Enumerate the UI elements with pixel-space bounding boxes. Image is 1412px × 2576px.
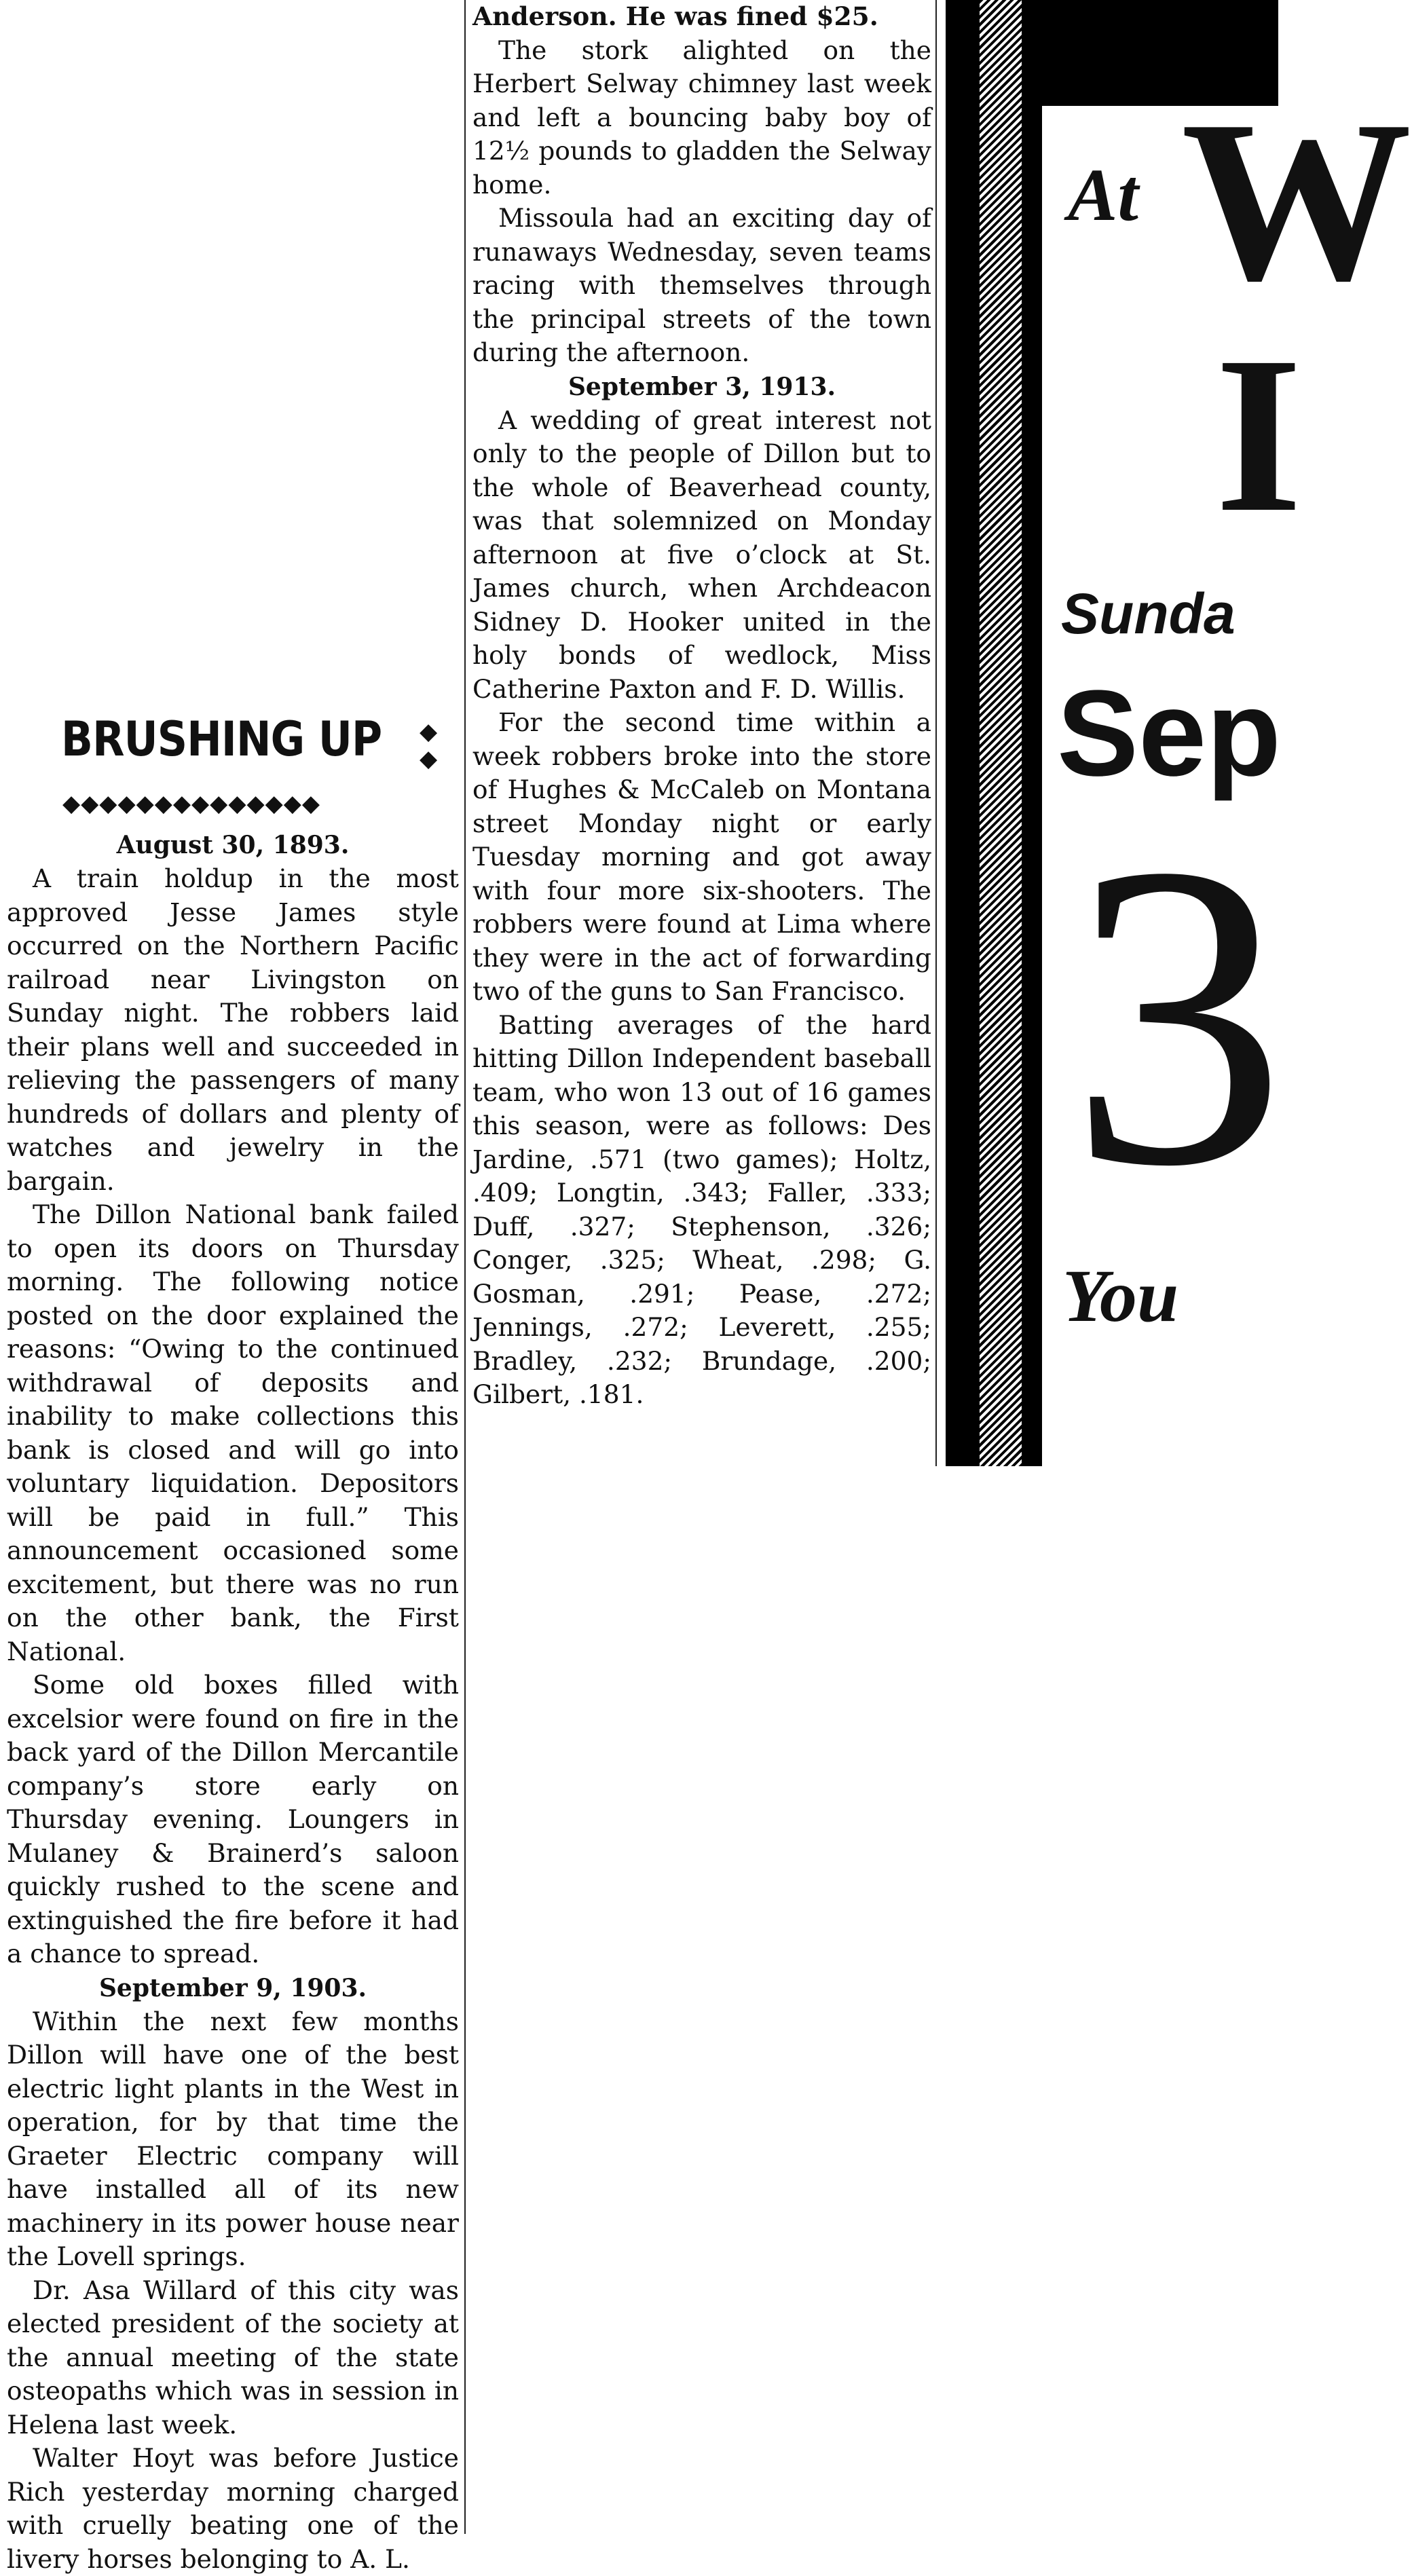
column-heading: BRUSHING UP bbox=[61, 711, 382, 767]
ad-text-sunday: Sunda bbox=[1061, 582, 1236, 646]
article-paragraph: Dr. Asa Willard of this city was elected president of the society at the annual meeting of the state osteopaths which was in session in Helena last week. bbox=[7, 2275, 459, 2440]
date-heading: September 3, 1913. bbox=[568, 372, 836, 401]
ornament-rule: ◆◆◆◆◆◆◆◆◆◆◆◆◆◆ bbox=[62, 790, 321, 817]
article-paragraph: A wedding of great interest not only to the people of Dillon but to the whole of Beaverhead county, was that solemnized on Monday afternoon at five o’clock at St. James church, when Archdeacon Sidney D. Hooker united in the holy bonds of wedlock, Miss Catherine Paxton and F. D. Willis. bbox=[472, 405, 931, 704]
ad-large-letter: W bbox=[1181, 73, 1412, 329]
article-paragraph: Batting averages of the hard hitting Dillon Independent baseball team, who won 13 out of 16 games this season, were as follows: Des Jardine, .571 (two games); Holtz, .409; Longtin, .343; Faller, .333; Duff, .327; Stephenson, .326; Conger, .325; Wheat, .298; G. Gosman, .291; Pease, .272; Jennings, .272; Leverett, .255; Bradley, .232; Brundage, .200; Gilbert, .181. bbox=[472, 1009, 931, 1409]
article-paragraph: Some old boxes filled with excelsior were found on fire in the back yard of the Dillon Mercantile company’s store early on Thursday evening. Loungers in Mulaney & Brainerd’s saloon quickly rushed to the scene and extinguished the fire before it had a chance to spread. bbox=[7, 1670, 459, 1968]
article-column-left bbox=[0, 692, 459, 2576]
ad-numeral: 3 bbox=[1069, 775, 1286, 1256]
date-heading: September 9, 1903. bbox=[98, 1973, 367, 2002]
article-paragraph: A train holdup in the most approved Jesse James style occurred on the Northern Pacific railroad near Livingston on Sunday night. The robbers laid their plans well and succeeded in relieving the passengers of many hundreds of dollars and plenty of watches and jewelry in the bargain. bbox=[7, 863, 459, 1196]
article-paragraph: The stork alighted on the Herbert Selway chimney last week and left a bouncing baby boy of 12½ pounds to gladden the Selway home. bbox=[472, 35, 931, 200]
heading-ornament: ◆ ◆ bbox=[420, 718, 438, 772]
article-paragraph: Within the next few months Dillon will have one of the best electric light plants in the West in operation, for by that time the Graeter Electric company will have installed all of its new machinery in its power house near the Lovell springs. bbox=[7, 2006, 459, 2271]
article-paragraph: Anderson. He was fined $25. bbox=[472, 1, 878, 31]
article-column-middle bbox=[467, 0, 937, 1412]
ad-panel bbox=[1042, 73, 1412, 1466]
article-paragraph: Walter Hoyt was before Justice Rich yesterday morning charged with cruelly beating one of the livery horses belonging to A. L. bbox=[7, 2443, 459, 2574]
ad-text-sept: Sep bbox=[1057, 665, 1282, 802]
ad-text-at: At bbox=[1068, 153, 1138, 236]
ad-hatched-border bbox=[980, 0, 1022, 1466]
ad-large-letter: I bbox=[1215, 311, 1303, 559]
article-paragraph: Missoula had an exciting day of runaways Wednesday, seven teams racing with themselves through the principal streets of the town during the afternoon. bbox=[472, 203, 931, 367]
article-paragraph: For the second time within a week robbers broke into the store of Hughes & McCaleb on Montana street Monday night or early Tuesday morning and got away with four more six-shooters. The robbers were found at Lima where they were in the act of forwarding two of the guns to San Francisco. bbox=[472, 707, 931, 1006]
column-rule bbox=[464, 0, 466, 2534]
article-paragraph: The Dillon National bank failed to open its doors on Thursday morning. The following notice posted on the door explained the reasons: “Owing to the continued withdrawal of deposits and inability to make collections this bank is closed and will go into voluntary liquidation. Depositors will be paid in full.” This announcement occasioned some excitement, but there was no run on the other bank, the First National. bbox=[7, 1199, 459, 1666]
advertisement bbox=[946, 0, 1412, 1466]
date-heading: August 30, 1893. bbox=[116, 831, 350, 859]
ad-text-you: You bbox=[1062, 1254, 1179, 1337]
